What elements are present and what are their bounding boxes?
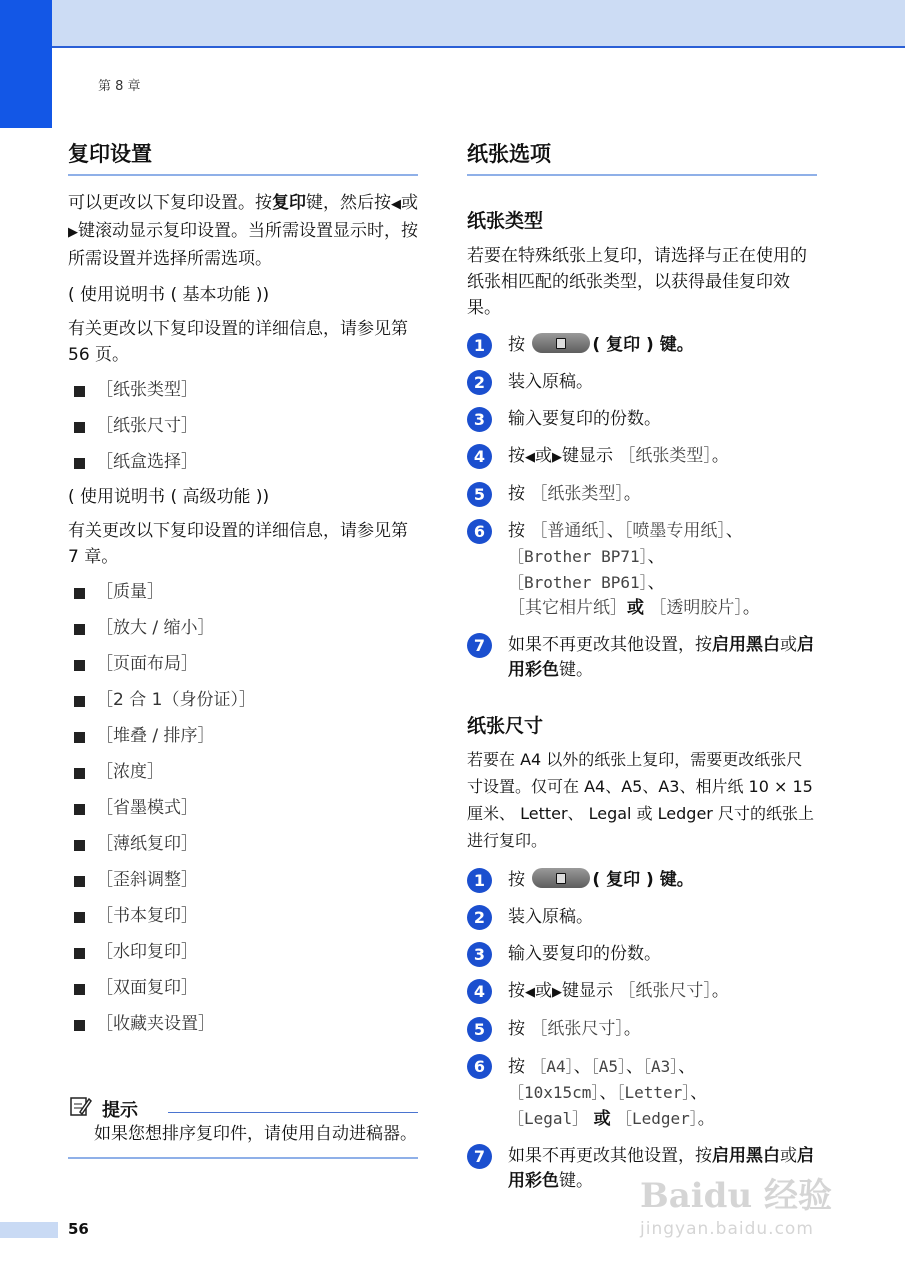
footer-band (0, 1222, 58, 1238)
step-text: 按 (508, 446, 525, 466)
step-item (467, 1017, 817, 1042)
step-text: 键。 (559, 1171, 593, 1191)
step-text: ( 复印 ) 键。 (592, 870, 694, 890)
step-text: 。 (623, 484, 641, 504)
note-bottom-rule (68, 1157, 418, 1159)
list-item: ［质量］ (68, 574, 418, 610)
list-item: ［浓度］ (68, 754, 418, 790)
menu-option: ［纸张尺寸］ (618, 981, 712, 1001)
step-text: 输入要复印的份数。 (508, 409, 661, 429)
list-item: ［双面复印］ (68, 970, 418, 1006)
step-item (467, 407, 817, 432)
watermark-logo: Baidu 经验 (640, 1176, 833, 1216)
step-text: 按 (508, 870, 525, 890)
separator: 、 (725, 521, 743, 541)
separator: 、 (647, 547, 665, 567)
step-item (467, 333, 817, 358)
menu-option: ［Brother BP61］ (508, 573, 648, 592)
step-number: 3 (467, 407, 492, 432)
step-text: 。 (742, 598, 760, 618)
step-number: 1 (467, 333, 492, 358)
step-text: 或 (780, 1146, 797, 1166)
basic-guide-heading: ( 使用说明书 ( 基本功能 )) (68, 285, 270, 305)
step-number: 2 (467, 370, 492, 395)
note-title: 提示 (102, 1100, 138, 1121)
header-rule (52, 46, 905, 48)
step-number: 2 (467, 905, 492, 930)
menu-option: ［Letter］ (616, 1083, 691, 1102)
step-item (467, 633, 817, 683)
step-text: 按 (508, 335, 525, 355)
list-item: ［纸盒选择］ (68, 444, 418, 480)
menu-option: ［Brother BP71］ (508, 547, 648, 566)
step-item (467, 482, 817, 507)
step-item (467, 979, 817, 1005)
list-item: ［省墨模式］ (68, 790, 418, 826)
step-item (467, 868, 817, 893)
intro-text: 可以更改以下复印设置。按 (68, 193, 272, 213)
copy-settings-title: 复印设置 (68, 138, 418, 176)
step-number: 7 (467, 1144, 492, 1169)
step-text: 或 (593, 1109, 611, 1129)
watermark-url: jingyan.baidu.com (640, 1219, 814, 1239)
step-text: 启用黑白 (712, 635, 780, 655)
step-text: 按 (508, 981, 525, 1001)
menu-option: ［纸张类型］ (530, 484, 624, 504)
step-number: 4 (467, 444, 492, 469)
advanced-guide-heading: ( 使用说明书 ( 高级功能 )) (68, 487, 270, 507)
menu-option: ［A5］ (590, 1057, 626, 1076)
chapter-side-tab (0, 0, 52, 128)
separator: 、 (647, 573, 665, 593)
step-number: 6 (467, 1054, 492, 1079)
step-number: 4 (467, 979, 492, 1004)
step-text: 按 (508, 484, 525, 504)
right-arrow-icon: ▶ (552, 985, 562, 1000)
separator: 、 (573, 1057, 591, 1077)
step-text: 按 (508, 521, 525, 541)
list-item: ［书本复印］ (68, 898, 418, 934)
page-number: 56 (68, 1220, 89, 1238)
list-item: ［堆叠 / 排序］ (68, 718, 418, 754)
intro-or: 或 (401, 193, 418, 213)
step-text: 。 (711, 446, 729, 466)
pencil-note-icon (70, 1095, 92, 1117)
menu-option: ［纸张尺寸］ (530, 1019, 624, 1039)
step-number: 6 (467, 519, 492, 544)
step-item (467, 370, 817, 395)
menu-option: ［透明胶片］ (649, 598, 743, 618)
step-item (467, 942, 817, 967)
step-number: 5 (467, 482, 492, 507)
paper-size-steps (467, 868, 817, 1194)
step-text: 如果不再更改其他设置，按 (508, 635, 712, 655)
list-item: ［纸张类型］ (68, 372, 418, 408)
paper-type-intro: 若要在特殊纸张上复印，请选择与正在使用的纸张相匹配的纸张类型，以获得最佳复印效果。 (467, 246, 807, 318)
list-item: ［水印复印］ (68, 934, 418, 970)
baidu-watermark (640, 1168, 860, 1248)
copy-button-icon (532, 868, 590, 888)
left-column (68, 138, 418, 1042)
note-text: 如果您想排序复印件，请使用自动进稿器。 (94, 1124, 417, 1144)
header-band (0, 0, 905, 47)
menu-option: ［其它相片纸］ (508, 598, 627, 618)
step-number: 3 (467, 942, 492, 967)
step-text: 。 (623, 1019, 641, 1039)
menu-option: ［A4］ (530, 1057, 574, 1076)
step-text: 或 (535, 981, 552, 1001)
step-text: 或 (535, 446, 552, 466)
step-text: 启用彩色 (508, 635, 814, 680)
step-text: 。 (711, 981, 729, 1001)
step-text: 键显示 (562, 981, 613, 1001)
basic-settings-list (68, 372, 418, 480)
step-number: 7 (467, 633, 492, 658)
step-item (467, 1054, 817, 1132)
menu-option: ［Ledger］ (615, 1109, 698, 1128)
advanced-guide-text: 有关更改以下复印设置的详细信息，请参见第 7 章。 (68, 521, 408, 567)
step-item (467, 519, 817, 621)
step-text: 启用黑白 (712, 1146, 780, 1166)
intro-bold-copy: 复印 (272, 193, 306, 213)
advanced-settings-list (68, 574, 418, 1042)
paper-type-steps (467, 333, 817, 683)
step-number: 1 (467, 868, 492, 893)
menu-option: ［喷墨专用纸］ (623, 521, 726, 541)
paper-size-heading: 纸张尺寸 (467, 715, 544, 737)
step-text: 。 (697, 1109, 715, 1129)
menu-option: ［10x15cm］ (508, 1083, 600, 1102)
left-arrow-icon: ◀ (525, 985, 535, 1000)
step-item (467, 905, 817, 930)
left-arrow-icon: ◀ (391, 197, 401, 212)
step-text: 按 (508, 1019, 525, 1039)
separator: 、 (606, 521, 624, 541)
right-arrow-icon: ▶ (552, 450, 562, 465)
step-text: 如果不再更改其他设置，按 (508, 1146, 712, 1166)
chapter-label: 第 8 章 (98, 79, 141, 94)
right-arrow-icon: ▶ (68, 225, 78, 240)
intro-text-2: 键，然后按 (306, 193, 391, 213)
step-text: 键显示 (562, 446, 613, 466)
list-item: ［薄纸复印］ (68, 826, 418, 862)
step-text: 装入原稿。 (508, 372, 593, 392)
separator: 、 (690, 1083, 708, 1103)
menu-option: ［A3］ (642, 1057, 679, 1076)
copy-settings-intro (68, 190, 418, 272)
list-item: ［歪斜调整］ (68, 862, 418, 898)
list-item: ［页面布局］ (68, 646, 418, 682)
step-text: 或 (780, 635, 797, 655)
basic-guide-text: 有关更改以下复印设置的详细信息，请参见第 56 页。 (68, 319, 408, 365)
list-item: ［放大 / 缩小］ (68, 610, 418, 646)
left-arrow-icon: ◀ (525, 450, 535, 465)
note-header (68, 1095, 418, 1121)
menu-option: ［Legal］ (508, 1109, 589, 1128)
step-text: 键。 (559, 660, 593, 680)
menu-option: ［纸张类型］ (618, 446, 712, 466)
note-rule (168, 1112, 418, 1113)
separator: 、 (599, 1083, 617, 1103)
list-item: ［2 合 1（身份证）］ (68, 682, 418, 718)
list-item: ［收藏夹设置］ (68, 1006, 418, 1042)
paper-type-heading: 纸张类型 (467, 210, 544, 232)
separator: 、 (625, 1057, 643, 1077)
copy-button-icon (532, 333, 590, 353)
intro-text-4: 键滚动显示复印设置。当所需设置显示时，按所需设置并选择所需选项。 (68, 221, 418, 269)
list-item: ［纸张尺寸］ (68, 408, 418, 444)
step-text: 按 (508, 1057, 525, 1077)
step-text: ( 复印 ) 键。 (592, 335, 694, 355)
separator: 、 (678, 1057, 696, 1077)
step-text: 或 (627, 598, 644, 618)
step-text: 装入原稿。 (508, 907, 593, 927)
right-column (467, 138, 817, 1194)
paper-options-title: 纸张选项 (467, 138, 817, 176)
paper-size-intro: 若要在 A4 以外的纸张上复印，需要更改纸张尺寸设置。仅可在 A4、A5、A3、相片纸 10 × 15 厘米、 Letter、 Legal 或 Ledger 尺寸的纸张上进行复印。 (467, 750, 814, 850)
menu-option: ［普通纸］ (530, 521, 607, 541)
step-item (467, 444, 817, 470)
step-text: 启用彩色 (508, 1146, 814, 1191)
note-box (68, 1095, 418, 1159)
step-text: 输入要复印的份数。 (508, 944, 661, 964)
step-number: 5 (467, 1017, 492, 1042)
